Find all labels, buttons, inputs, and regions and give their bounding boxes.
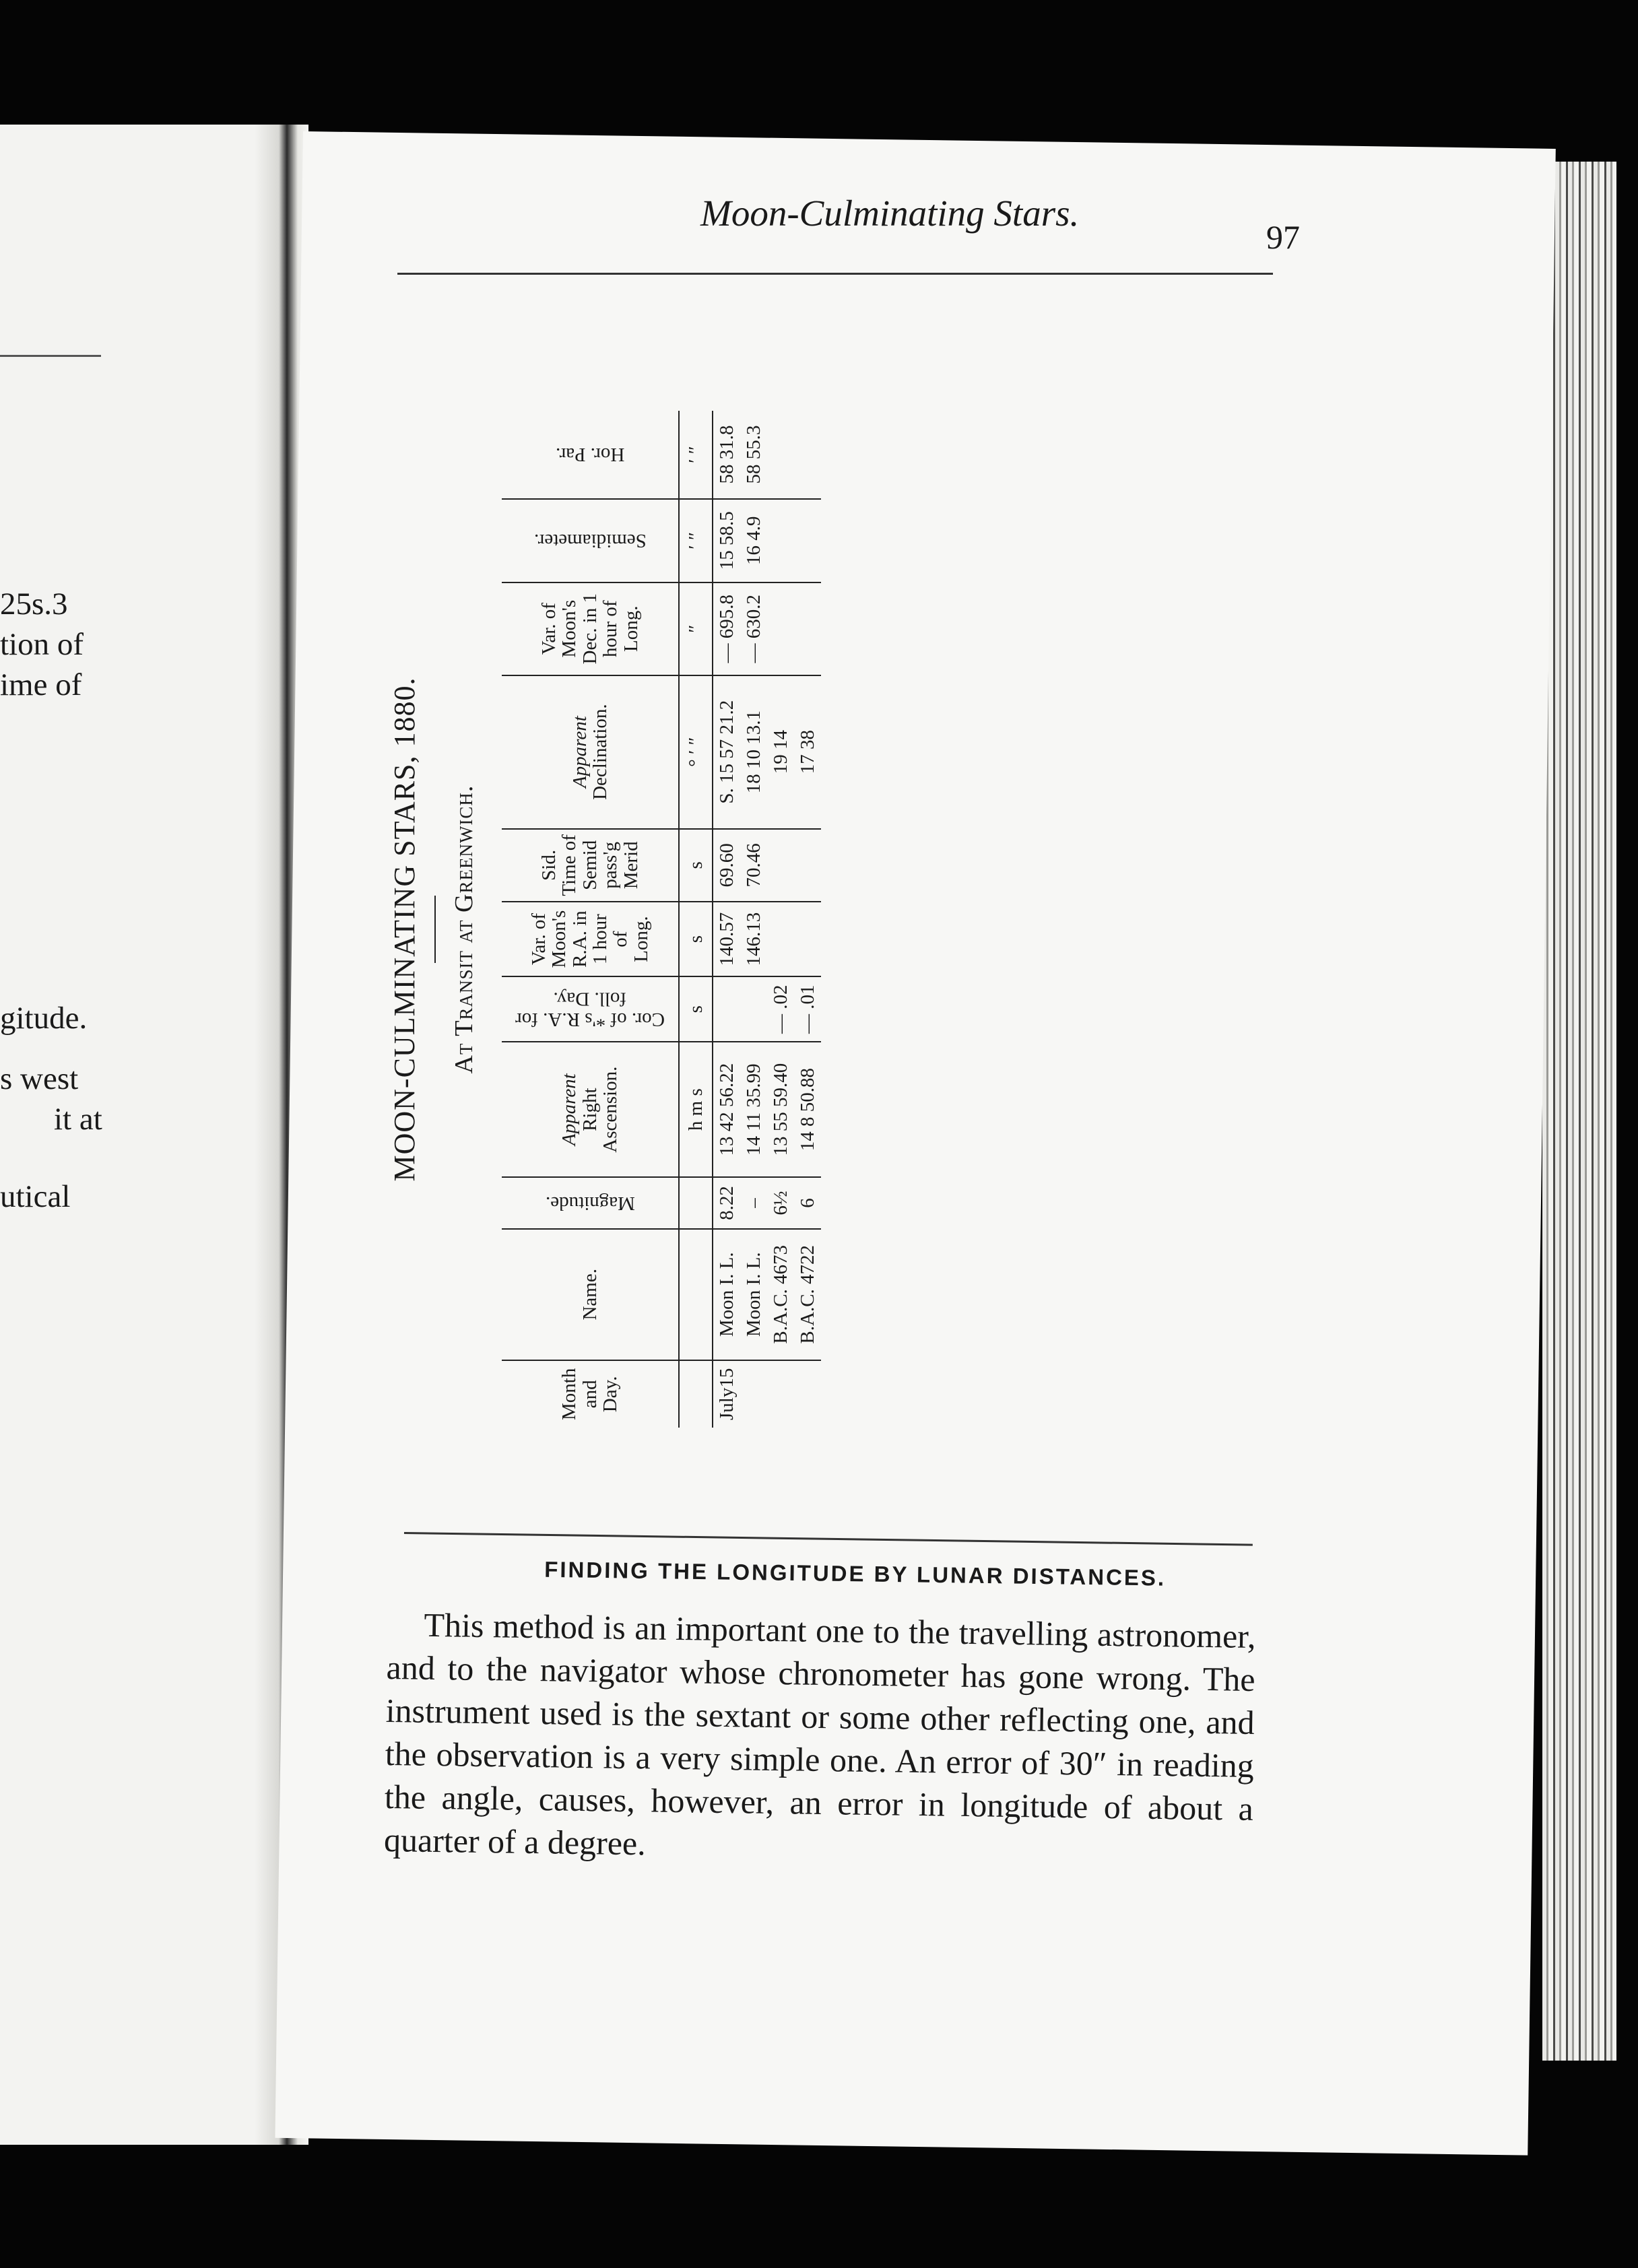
cell-date (767, 1360, 794, 1428)
cell-name: Moon I. L. (740, 1229, 767, 1360)
header-declination (502, 675, 679, 829)
body-text (384, 1603, 1256, 1873)
cell-sid-time: 70.46 (740, 829, 767, 902)
unit-cell: ′ ″ (679, 499, 713, 582)
unit-cell: ′ ″ (679, 411, 713, 499)
left-page-fragment: tion of (0, 627, 84, 662)
header-var-dec: Var. of Moon's Dec. in 1 hour of Long. (502, 582, 679, 675)
table-row (767, 411, 794, 1428)
cell-magnitude: 8.22 (713, 1177, 740, 1229)
table-row (794, 411, 821, 1428)
cell-var-dec: — 695.8 (713, 582, 740, 675)
left-page-rule (0, 355, 101, 357)
header-correction: Cor. of *'s R.A. for foll. Day. (502, 976, 679, 1042)
header-ra-rest: Right Ascension. (579, 1066, 622, 1153)
cell-hor-par (794, 411, 821, 499)
moon-culminating-table (502, 411, 821, 1428)
running-head-rule (397, 273, 1273, 275)
header-dec-rest: Declination. (589, 704, 611, 800)
cell-semidiameter: 15 58.5 (713, 499, 740, 582)
cell-date (794, 1360, 821, 1428)
rotated-table-block (387, 411, 1020, 1448)
left-page (0, 125, 280, 2145)
header-magnitude: Magnitude. (502, 1177, 679, 1229)
cell-declination: 17 38 (794, 675, 821, 829)
cell-var-dec (767, 582, 794, 675)
header-hor-par: Hor. Par. (502, 411, 679, 499)
unit-cell: h m s (679, 1042, 713, 1177)
header-dec-italic: Apparent (568, 716, 591, 789)
unit-cell (679, 1229, 713, 1360)
cell-correction (713, 976, 740, 1042)
header-var-ra: Var. of Moon's R.A. in 1 hour of Long. (502, 902, 679, 976)
cell-sid-time (767, 829, 794, 902)
cell-var-dec (794, 582, 821, 675)
running-title: Moon-Culminating Stars. (700, 193, 1080, 234)
cell-declination: 18 10 13.1 (740, 675, 767, 829)
header-sid-time: Sid. Time of Semid pass'g Merid (502, 829, 679, 902)
cell-hor-par: 58 55.3 (740, 411, 767, 499)
cell-sid-time: 69.60 (713, 829, 740, 902)
cell-hor-par: 58 31.8 (713, 411, 740, 499)
left-page-fragment: it at (54, 1102, 102, 1137)
cell-var-ra: 146.13 (740, 902, 767, 976)
cell-sid-time (794, 829, 821, 902)
cell-semidiameter: 16 4.9 (740, 499, 767, 582)
table-row (713, 411, 740, 1428)
header-month: Month and Day. (502, 1360, 679, 1428)
cell-hor-par (767, 411, 794, 499)
cell-date: July15 (715, 1368, 738, 1421)
cell-name: B.A.C. 4722 (794, 1229, 821, 1360)
table-row (740, 411, 767, 1428)
left-page-fragment: 25s.3 (0, 587, 68, 622)
cell-magnitude: – (740, 1177, 767, 1229)
table-title-rule (434, 896, 436, 963)
section-title: FINDING THE LONGITUDE BY LUNAR DISTANCES. (544, 1556, 1167, 1591)
unit-cell: ° ′ ″ (679, 675, 713, 829)
cell-var-ra: 140.57 (713, 902, 740, 976)
cell-var-ra (767, 902, 794, 976)
cell-correction: — .02 (767, 976, 794, 1042)
left-page-fragment: ime of (0, 667, 82, 702)
cell-correction: — .01 (794, 976, 821, 1042)
header-ra-italic: Apparent (558, 1073, 581, 1146)
cell-declination: 19 14 (767, 675, 794, 829)
unit-cell (679, 1360, 713, 1428)
cell-name: Moon I. L. (713, 1229, 740, 1360)
cell-magnitude: 6½ (767, 1177, 794, 1229)
cell-ra: 13 55 59.40 (767, 1042, 794, 1177)
cell-ra: 14 8 50.88 (794, 1042, 821, 1177)
cell-correction (740, 976, 767, 1042)
cell-ra: 13 42 56.22 (713, 1042, 740, 1177)
left-page-fragment: s west (0, 1061, 79, 1096)
cell-ra: 14 11 35.99 (740, 1042, 767, 1177)
table-title: MOON-CULMINATING STARS, 1880. (388, 677, 421, 1182)
cell-var-ra (794, 902, 821, 976)
unit-cell (679, 1177, 713, 1229)
cell-declination: S. 15 57 21.2 (713, 675, 740, 829)
header-name: Name. (502, 1229, 679, 1360)
units-row (679, 411, 713, 1428)
page-number: 97 (1266, 218, 1300, 256)
running-head (397, 192, 1300, 286)
unit-cell: s (679, 976, 713, 1042)
table-subtitle: At Transit at Greenwich. (450, 785, 478, 1074)
body-paragraph: This method is an important one to the travelling astronomer, and to the navigator whose chronometer has gone wrong. The instrument used is the sextant or some other reflecting one, and the observation is a very simple one. An error of 30″ in reading the angle, causes, however, an error in longitude of about a quarter of a degree. (383, 1605, 1256, 1863)
cell-date (740, 1360, 767, 1428)
cell-name: B.A.C. 4673 (767, 1229, 794, 1360)
unit-cell: ″ (679, 582, 713, 675)
cell-semidiameter (794, 499, 821, 582)
left-page-fragment: gitude. (0, 1001, 88, 1036)
unit-cell: s (679, 902, 713, 976)
unit-cell: s (679, 829, 713, 902)
page-edges (1542, 162, 1616, 2061)
left-page-fragment: utical (0, 1179, 71, 1214)
cell-magnitude: 6 (794, 1177, 821, 1229)
header-right-ascension (502, 1042, 679, 1177)
cell-semidiameter (767, 499, 794, 582)
cell-var-dec: — 630.2 (740, 582, 767, 675)
header-semidiameter: Semidiameter. (502, 499, 679, 582)
